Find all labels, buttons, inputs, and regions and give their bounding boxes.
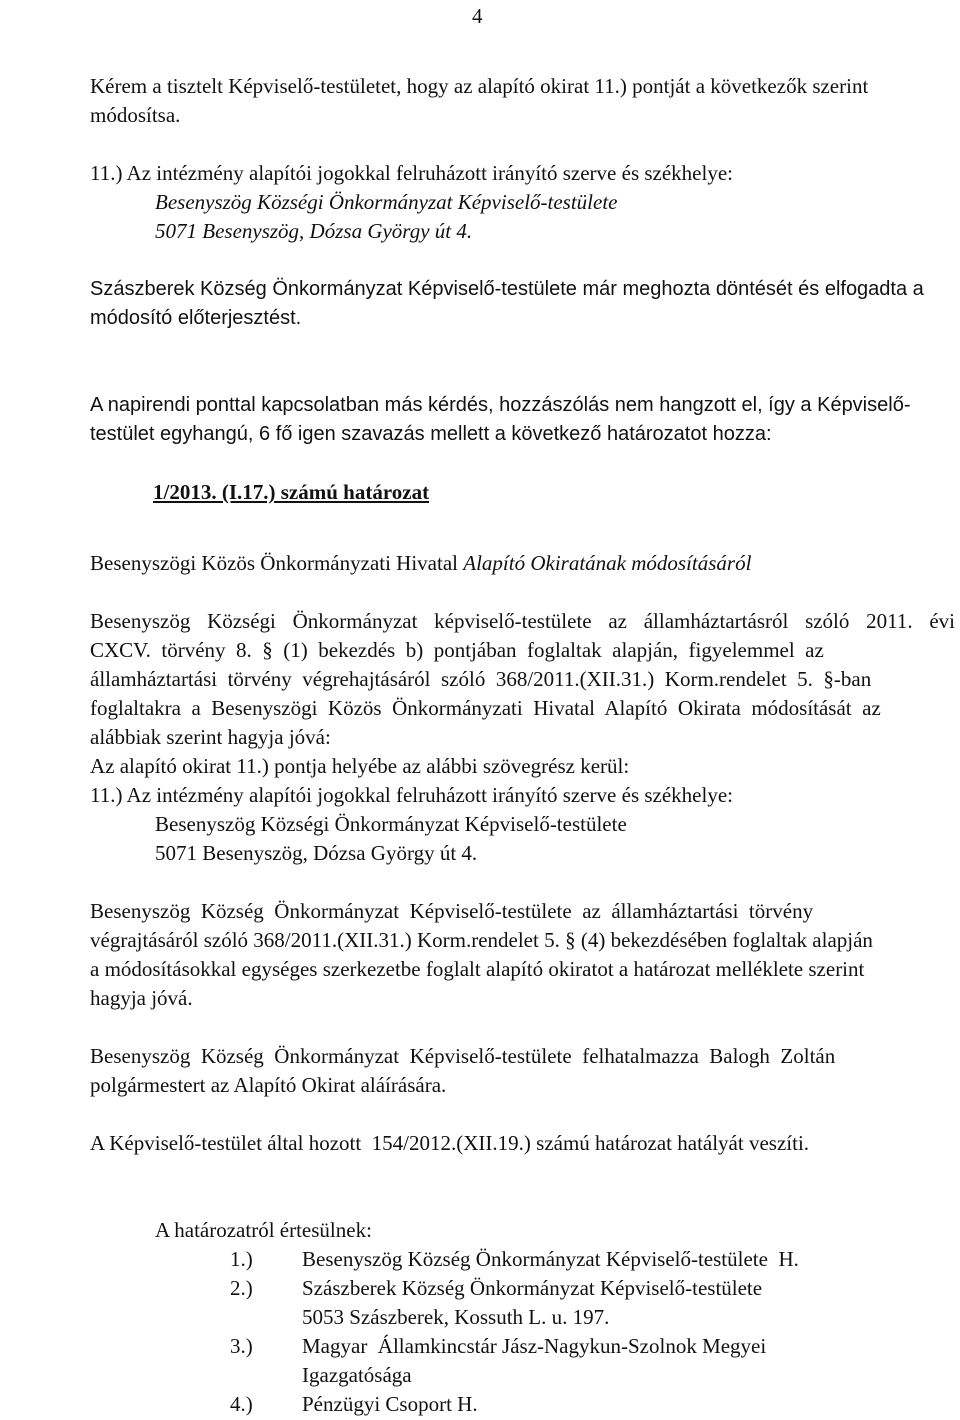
szaszberek-line-1: Szászberek Község Önkormányzat Képviselő-testülete már meghozta döntését és elfogadta a xyxy=(90,278,924,300)
szaszberek-line-2: módosító előterjesztést. xyxy=(90,307,302,329)
decision-line-3: államháztartási törvény végrehajtásáról szóló 368/2011.(XII.31.) Korm.rendelet 5. §-ban xyxy=(90,667,872,691)
notify-title: A határozatról értesülnek: xyxy=(155,1218,372,1242)
resolution-subject xyxy=(90,549,751,578)
notify-item-1-text: Besenyszög Község Önkormányzat Képviselő-testülete H. xyxy=(302,1247,799,1271)
proposal-heading: 11.) Az intézmény alapítói jogokkal felruházott irányító szerve és székhelye: xyxy=(90,161,733,185)
decision-line-8: Besenyszög Községi Önkormányzat Képviselő-testülete xyxy=(155,812,627,836)
consolidated-line-3: a módosításokkal egységes szerkezetbe foglalt alapító okiratot a határozat melléklete szerint xyxy=(90,957,865,981)
word: Önkormányzat xyxy=(292,609,418,633)
notify-item-3-num: 3.) xyxy=(230,1334,253,1358)
mayor-line-1: Besenyszög Község Önkormányzat Képviselő-testülete felhatalmazza Balogh Zoltán xyxy=(90,1044,836,1068)
resolution-number: 1/2013. (I.17.) számú határozat xyxy=(153,480,430,504)
word: az xyxy=(608,609,627,633)
consolidated-line-1: Besenyszög Község Önkormányzat Képviselő-testülete az államháztartási törvény xyxy=(90,899,814,923)
notify-item-4-text: Pénzügyi Csoport H. xyxy=(302,1392,478,1416)
decision-line-9: 5071 Besenyszög, Dózsa György út 4. xyxy=(155,841,478,865)
page-number: 4 xyxy=(472,4,483,28)
notify-item-2-num: 2.) xyxy=(230,1276,253,1300)
mayor-line-2: polgármestert az Alapító Okirat aláírására. xyxy=(90,1073,447,1097)
intro-line-2: módosítsa. xyxy=(90,103,181,127)
notify-item-2-text: Szászberek Község Önkormányzat Képviselő-testülete xyxy=(302,1276,763,1300)
decision-line-4: foglaltakra a Besenyszögi Közös Önkormányzati Hivatal Alapító Okirata módosítását az xyxy=(90,696,881,720)
notify-item-1-num: 1.) xyxy=(230,1247,253,1271)
word: képviselő-testülete xyxy=(434,609,592,633)
notify-item-2-extra: 5053 Szászberek, Kossuth L. u. 197. xyxy=(302,1305,610,1329)
vote-line-2: testület egyhangú, 6 fő igen szavazás mellett a következő határozatot hozza: xyxy=(90,423,772,445)
notify-item-3-text: Magyar Államkincstár Jász-Nagykun-Szolnok Megyei xyxy=(302,1334,767,1358)
decision-line-2: CXCV. törvény 8. § (1) bekezdés b) pontjában foglaltak alapján, figyelemmel az xyxy=(90,638,824,662)
resolution-subject-b: Alapító Okiratának módosításáról xyxy=(463,551,752,575)
vote-line-1: A napirendi ponttal kapcsolatban más kérdés, hozzászólás nem hangzott el, így a Képviselő- xyxy=(90,394,911,416)
decision-line-5: alábbiak szerint hagyja jóvá: xyxy=(90,725,331,749)
consolidated-line-2: végrajtásáról szóló 368/2011.(XII.31.) Korm.rendelet 5. § (4) bekezdésében foglaltak alapján xyxy=(90,928,873,952)
word: 2011. xyxy=(866,609,913,633)
word: szóló xyxy=(805,609,850,633)
repeal-line: A Képviselő-testület által hozott 154/2012.(XII.19.) számú határozat hatályát veszíti. xyxy=(90,1131,810,1155)
word: Besenyszög xyxy=(90,609,191,633)
notify-item-3-extra: Igazgatósága xyxy=(302,1363,412,1387)
consolidated-line-4: hagyja jóvá. xyxy=(90,986,193,1010)
decision-line-1 xyxy=(90,607,955,636)
decision-line-6: Az alapító okirat 11.) pontja helyébe az alábbi szövegrész kerül: xyxy=(90,754,630,778)
word: Községi xyxy=(207,609,276,633)
decision-line-7: 11.) Az intézmény alapítói jogokkal felruházott irányító szerve és székhelye: xyxy=(90,783,733,807)
intro-line-1: Kérem a tisztelt Képviselő-testületet, hogy az alapító okirat 11.) pontját a következők szerint xyxy=(90,74,869,98)
word: államháztartásról xyxy=(643,609,789,633)
notify-item-4-num: 4.) xyxy=(230,1392,253,1416)
proposal-body-name: Besenyszög Községi Önkormányzat Képviselő-testülete xyxy=(155,190,618,214)
word: évi xyxy=(929,609,955,633)
resolution-subject-a: Besenyszögi Közös Önkormányzati Hivatal xyxy=(90,551,458,575)
proposal-address: 5071 Besenyszög, Dózsa György út 4. xyxy=(155,219,473,243)
